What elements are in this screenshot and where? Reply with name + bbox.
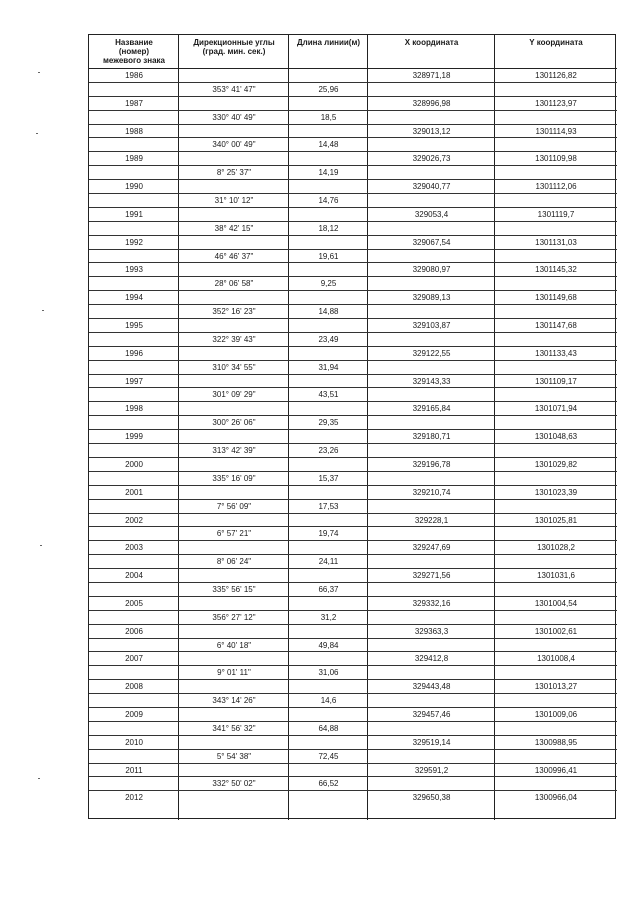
line-length: 31,94	[318, 362, 339, 372]
table-body	[89, 69, 617, 805]
direction-angle: 322° 39' 43"	[212, 334, 256, 344]
point-name: 1997	[125, 376, 143, 386]
direction-angle: 301° 09' 29"	[212, 390, 256, 400]
table-row	[89, 444, 617, 458]
table-row	[89, 764, 617, 778]
direction-angle: 353° 41' 47"	[212, 84, 256, 94]
x-coordinate: 329443,48	[412, 682, 451, 692]
line-length: 14,88	[318, 307, 339, 317]
line-length: 17,53	[318, 501, 339, 511]
point-name: 2003	[125, 543, 143, 553]
table-row	[89, 458, 617, 472]
direction-angle: 8° 25' 37"	[216, 168, 252, 178]
direction-angle: 310° 34' 55"	[212, 362, 256, 372]
point-name: 2010	[125, 737, 143, 747]
line-length: 64,88	[318, 723, 339, 733]
y-coordinate: 1301109,98	[535, 154, 577, 164]
point-name: 2005	[125, 598, 143, 608]
table-row	[89, 333, 617, 347]
table-row	[89, 402, 617, 416]
point-name: 2001	[125, 487, 143, 497]
table-row	[89, 527, 617, 541]
table-row	[89, 611, 617, 625]
y-coordinate: 1301004,54	[534, 598, 578, 608]
line-length: 23,49	[318, 334, 339, 344]
table-row	[89, 472, 617, 486]
x-coordinate: 329067,54	[412, 237, 451, 247]
y-coordinate: 1301009,06	[534, 709, 578, 719]
line-length: 66,37	[318, 584, 339, 594]
point-name: 1988	[125, 126, 143, 136]
point-name: 1995	[125, 321, 143, 331]
table-row	[89, 722, 617, 736]
table-row	[89, 138, 617, 152]
x-coordinate: 329247,69	[412, 543, 451, 553]
direction-angle: 352° 16' 23"	[212, 307, 256, 317]
y-coordinate: 1301145,32	[535, 265, 577, 275]
x-coordinate: 329143,33	[412, 376, 451, 386]
line-length: 9,25	[320, 279, 337, 289]
direction-angle: 31° 10' 12"	[214, 196, 254, 206]
x-coordinate: 329180,71	[412, 432, 451, 442]
table-row	[89, 208, 617, 222]
line-length: 23,26	[318, 446, 339, 456]
table-row	[89, 736, 617, 750]
x-coordinate: 329228,1	[414, 515, 449, 525]
x-coordinate: 329013,12	[412, 126, 451, 136]
table-row	[89, 541, 617, 555]
line-length: 31,2	[320, 612, 337, 622]
direction-angle: 28° 06' 58"	[214, 279, 254, 289]
line-length: 66,52	[318, 779, 339, 789]
point-name: 1992	[125, 237, 143, 247]
line-length: 18,5	[320, 112, 337, 122]
line-length: 18,12	[318, 223, 339, 233]
x-coordinate: 329591,2	[414, 765, 449, 775]
scan-speck	[36, 133, 38, 134]
point-name: 2008	[125, 682, 143, 692]
x-coordinate: 329210,74	[412, 487, 451, 497]
y-coordinate: 1301048,63	[534, 432, 578, 442]
line-length: 19,74	[318, 529, 339, 539]
y-coordinate: 1301147,68	[535, 321, 577, 331]
direction-angle: 5° 54' 38"	[216, 751, 252, 761]
table-row	[89, 125, 617, 139]
point-name: 2007	[125, 654, 143, 664]
x-coordinate: 329332,16	[412, 598, 451, 608]
y-coordinate: 1301002,61	[534, 626, 578, 636]
point-name: 2006	[125, 626, 143, 636]
x-coordinate: 328971,18	[412, 71, 451, 80]
point-name: 1993	[125, 265, 143, 275]
table-row	[89, 694, 617, 708]
table-row	[89, 291, 617, 305]
y-coordinate: 1301031,6	[537, 571, 575, 581]
x-coordinate: 329080,97	[412, 265, 451, 275]
line-length: 31,06	[318, 668, 339, 678]
table-row	[89, 652, 617, 666]
table-row	[89, 166, 617, 180]
table-row	[89, 430, 617, 444]
point-name: 2002	[125, 515, 143, 525]
x-coordinate: 329412,8	[414, 654, 449, 664]
direction-angle: 335° 16' 09"	[212, 473, 256, 483]
table-row	[89, 597, 617, 611]
x-coordinate: 328996,98	[412, 98, 451, 108]
x-coordinate: 329089,13	[412, 293, 451, 303]
line-length: 24,11	[318, 557, 339, 567]
table-row	[89, 791, 617, 805]
line-length: 29,35	[318, 418, 339, 428]
scan-speck	[40, 545, 42, 546]
table-row	[89, 514, 617, 528]
table-row	[89, 361, 617, 375]
direction-angle: 335° 56' 15"	[212, 584, 256, 594]
point-name: 1986	[125, 71, 143, 80]
line-length: 14,76	[318, 196, 339, 206]
x-coordinate: 329122,55	[412, 348, 451, 358]
x-coordinate: 329026,73	[412, 154, 451, 164]
table-row	[89, 236, 617, 250]
y-coordinate: 1301028,2	[537, 543, 575, 553]
y-coordinate: 1301126,82	[535, 71, 577, 80]
x-coordinate: 329165,84	[412, 404, 451, 414]
x-coordinate: 329271,56	[412, 571, 451, 581]
header-direction-angle: Дирекционные углы (град. мин. сек.)	[193, 38, 275, 56]
table-row	[89, 83, 617, 97]
table-row	[89, 666, 617, 680]
table-row	[89, 152, 617, 166]
point-name: 1994	[125, 293, 143, 303]
y-coordinate: 1300966,04	[534, 793, 578, 803]
coordinates-table	[88, 34, 616, 819]
point-name: 1991	[125, 209, 143, 219]
y-coordinate: 1301071,94	[534, 404, 578, 414]
table-row	[89, 180, 617, 194]
direction-angle: 8° 06' 24"	[216, 557, 252, 567]
direction-angle: 6° 57' 21"	[216, 529, 252, 539]
table-row	[89, 97, 617, 111]
table-row	[89, 69, 617, 83]
table-row	[89, 500, 617, 514]
direction-angle: 330° 40' 49"	[212, 112, 256, 122]
line-length: 72,45	[318, 751, 339, 761]
point-name: 2009	[125, 709, 143, 719]
x-coordinate: 329363,3	[414, 626, 449, 636]
point-name: 1989	[125, 154, 143, 164]
y-coordinate: 1301119,7	[537, 209, 575, 219]
point-name: 1998	[125, 404, 143, 414]
scan-speck	[38, 72, 40, 73]
line-length: 14,19	[318, 168, 339, 178]
y-coordinate: 1301131,03	[535, 237, 577, 247]
y-coordinate: 1301025,81	[534, 515, 578, 525]
x-coordinate: 329457,46	[412, 709, 451, 719]
y-coordinate: 1300996,41	[534, 765, 578, 775]
table-row	[89, 222, 617, 236]
table-row	[89, 569, 617, 583]
header-point-name: Название (номер) межевого знака	[102, 38, 166, 65]
table-row	[89, 319, 617, 333]
direction-angle: 7° 56' 09"	[216, 501, 252, 511]
table-row	[89, 416, 617, 430]
direction-angle: 300° 26' 06"	[212, 418, 256, 428]
direction-angle: 46° 46' 37"	[214, 251, 254, 261]
table-row	[89, 625, 617, 639]
point-name: 1987	[125, 98, 143, 108]
line-length: 14,48	[318, 140, 339, 150]
table-row	[89, 250, 617, 264]
header-y-coordinate: Y координата	[529, 38, 583, 47]
line-length: 25,96	[318, 84, 339, 94]
line-length: 19,61	[318, 251, 339, 261]
table-row	[89, 555, 617, 569]
table-header	[89, 35, 617, 69]
direction-angle: 313° 42' 39"	[212, 446, 256, 456]
scan-speck	[42, 310, 44, 311]
direction-angle: 356° 27' 12"	[212, 612, 256, 622]
direction-angle: 9° 01' 11"	[217, 668, 251, 678]
table-row	[89, 777, 617, 791]
table-row	[89, 639, 617, 653]
direction-angle: 6° 40' 18"	[216, 640, 252, 650]
direction-angle: 341° 56' 32"	[212, 723, 256, 733]
point-name: 1996	[125, 348, 143, 358]
point-name: 1999	[125, 432, 143, 442]
table-row	[89, 486, 617, 500]
point-name: 2012	[125, 793, 143, 803]
x-coordinate: 329650,38	[412, 793, 451, 803]
y-coordinate: 1301029,82	[534, 459, 578, 469]
direction-angle: 332° 50' 02"	[212, 779, 256, 789]
y-coordinate: 1301149,68	[535, 293, 577, 303]
x-coordinate: 329519,14	[412, 737, 451, 747]
y-coordinate: 1301023,39	[534, 487, 578, 497]
x-coordinate: 329040,77	[412, 182, 451, 192]
direction-angle: 340° 00' 49"	[212, 140, 256, 150]
y-coordinate: 1301114,93	[535, 126, 577, 136]
line-length: 43,51	[318, 390, 339, 400]
line-length: 14,6	[320, 696, 337, 706]
direction-angle: 38° 42' 15"	[214, 223, 254, 233]
scan-speck	[38, 778, 40, 779]
x-coordinate: 329196,78	[412, 459, 451, 469]
table-row	[89, 347, 617, 361]
table-row	[89, 277, 617, 291]
table-row	[89, 375, 617, 389]
table-row	[89, 305, 617, 319]
table-row	[89, 708, 617, 722]
table-row	[89, 388, 617, 402]
direction-angle: 343° 14' 26"	[212, 696, 256, 706]
point-name: 2011	[125, 765, 143, 775]
x-coordinate: 329053,4	[414, 209, 449, 219]
y-coordinate: 1301109,17	[535, 376, 577, 386]
table-row	[89, 750, 617, 764]
point-name: 2004	[125, 571, 143, 581]
table-row	[89, 194, 617, 208]
y-coordinate: 1301008,4	[537, 654, 575, 664]
y-coordinate: 1301123,97	[535, 98, 577, 108]
y-coordinate: 1301013,27	[534, 682, 578, 692]
table-row	[89, 263, 617, 277]
x-coordinate: 329103,87	[412, 321, 451, 331]
y-coordinate: 1300988,95	[534, 737, 578, 747]
header-line-length: Длина линии(м)	[296, 38, 361, 47]
point-name: 2000	[125, 459, 143, 469]
table-row	[89, 583, 617, 597]
line-length: 49,84	[318, 640, 339, 650]
header-x-coordinate: X координата	[404, 38, 459, 47]
table-row	[89, 680, 617, 694]
line-length: 15,37	[318, 473, 339, 483]
y-coordinate: 1301133,43	[535, 348, 577, 358]
table-row	[89, 111, 617, 125]
point-name: 1990	[125, 182, 143, 192]
y-coordinate: 1301112,06	[535, 182, 577, 192]
